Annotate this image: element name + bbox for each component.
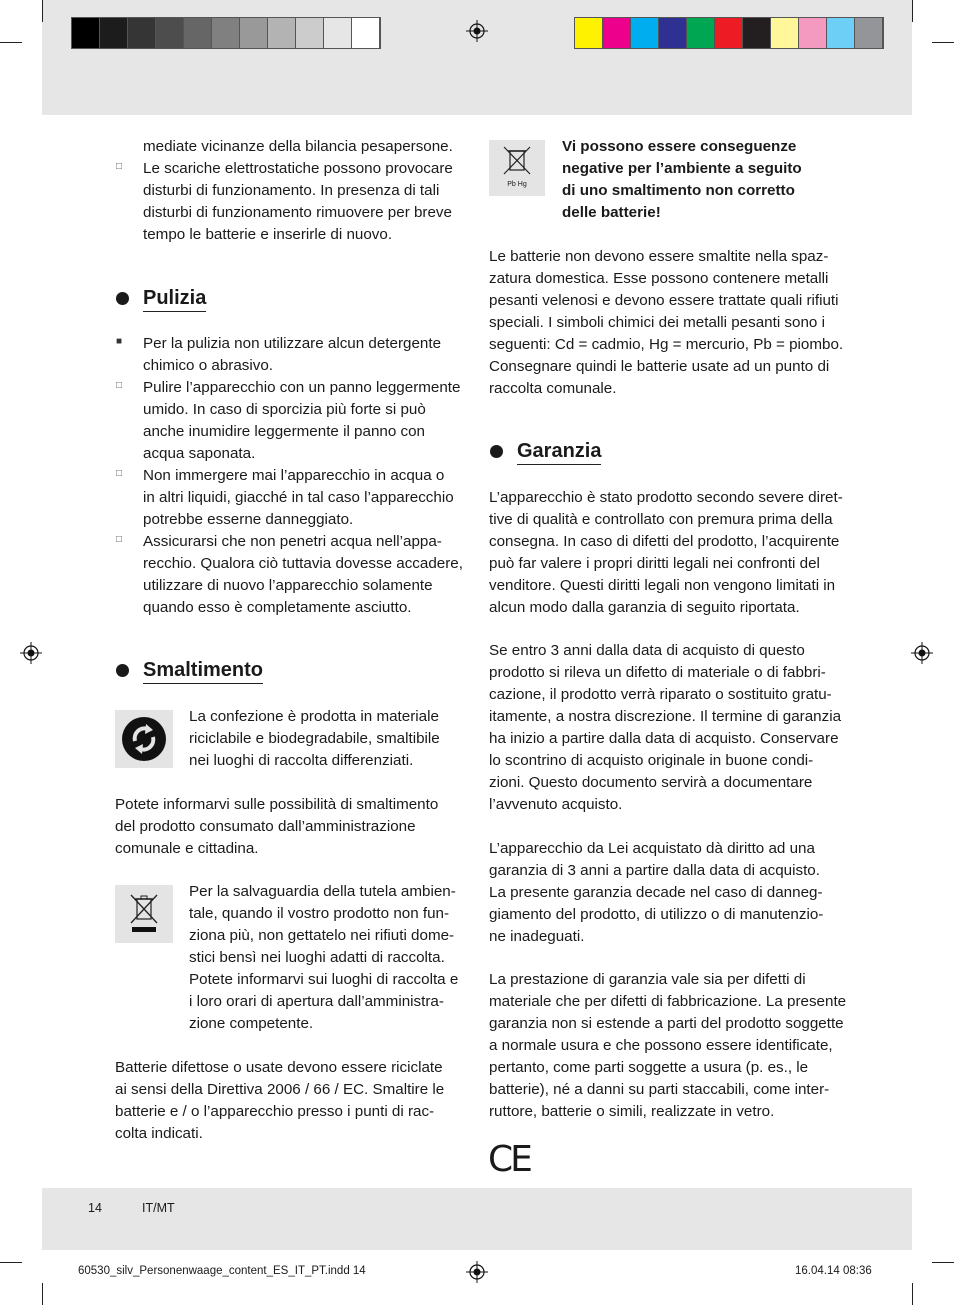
color-swatch: [240, 18, 268, 48]
hollow-bullet-icon: □: [116, 468, 123, 479]
color-swatch: [184, 18, 212, 48]
text-line: utilizzare di nuovo l’apparecchio solamente: [143, 577, 433, 594]
weee-icon-box: [115, 885, 173, 943]
page-number: 14: [88, 1201, 102, 1215]
text-line: L’apparecchio da Lei acquistato dà diritto ad una: [489, 840, 815, 857]
text-line: recchio. Qualora ciò tuttavia dovesse accadere,: [143, 555, 463, 572]
crop-mark: [0, 42, 22, 43]
section-dot-icon: [116, 292, 129, 305]
color-swatch: [324, 18, 352, 48]
battery-directive-text: [115, 1057, 444, 1145]
warranty-paragraph-1: [489, 487, 843, 619]
text-line: delle batterie!: [562, 204, 661, 221]
text-line: raccolta comunale.: [489, 380, 617, 397]
file-slug: 60530_silv_Personenwaage_content_ES_IT_PT.indd 14: [78, 1265, 366, 1277]
text-line: può far valere i propri diritti legali nei confronti del: [489, 555, 820, 572]
color-swatch: [603, 18, 631, 48]
registration-mark-icon: [466, 20, 488, 42]
color-swatch: [268, 18, 296, 48]
battery-disposal-text: [489, 246, 843, 400]
text-line: lo scontrino di acquisto originale in buone condi-: [489, 752, 814, 769]
text-line: disturbi di funzionamento. In presenza di tali: [143, 182, 440, 199]
crop-mark: [932, 42, 954, 43]
crossed-bin-icon: [115, 885, 173, 943]
text-line: disturbi di funzionamento rimuovere per breve: [143, 204, 452, 221]
intro-text: [143, 136, 453, 158]
text-line: ruttore, batterie o simili, realizzate in vetro.: [489, 1103, 775, 1120]
text-line: Le scariche elettrostatiche possono provocare: [143, 160, 453, 177]
text-line: speciali. I simboli chimici dei metalli pesanti sono i: [489, 314, 825, 331]
text-line: quando esso è completamente asciutto.: [143, 599, 412, 616]
text-line: garanzia di 3 anni a partire dalla data di acquisto.: [489, 862, 820, 879]
text-line: potrebbe esserne danneggiato.: [143, 511, 354, 528]
color-swatch: [743, 18, 771, 48]
color-swatch: [659, 18, 687, 48]
text-line: garanzia non si estende a parti del prodotto soggette: [489, 1015, 844, 1032]
text-line: La presente garanzia decade nel caso di danneg-: [489, 884, 823, 901]
color-swatch: [128, 18, 156, 48]
text-line: prodotto si rileva un difetto di materiale o di fabbri-: [489, 664, 826, 681]
text-line: l’avvenuto acquisto.: [489, 796, 623, 813]
hollow-bullet-icon: □: [116, 534, 123, 545]
text-line: colta indicati.: [115, 1125, 203, 1142]
text-line: consegna. In caso di difetti del prodotto, l’acquirente: [489, 533, 840, 550]
color-swatch: [72, 18, 100, 48]
text-line: umido. In caso di sporcizia più forte si può: [143, 401, 426, 418]
section-dot-icon: [116, 664, 129, 677]
text-line: di uno smaltimento non corretto: [562, 182, 795, 199]
text-line: chimico o abrasivo.: [143, 357, 273, 374]
text-line: Le batterie non devono essere smaltite nella spaz-: [489, 248, 829, 265]
text-line: Per la salvaguardia della tutela ambien-: [189, 883, 456, 900]
text-line: zione competente.: [189, 1015, 314, 1032]
color-swatch: [771, 18, 799, 48]
text-line: batterie e / o l’apparecchio presso i punti di rac-: [115, 1103, 435, 1120]
pulizia-bullet-4: [143, 531, 463, 619]
green-dot-recycling-icon: [115, 710, 173, 768]
color-swatch: [575, 18, 603, 48]
text-line: cazione, il prodotto verrà riparato o sostituito gratu-: [489, 686, 832, 703]
text-line: comunale e cittadina.: [115, 840, 259, 857]
crop-mark: [42, 0, 43, 22]
text-line: del prodotto consumato dall’amministrazione: [115, 818, 416, 835]
text-line: La confezione è prodotta in materiale: [189, 708, 439, 725]
print-date: 16.04.14 08:36: [795, 1265, 872, 1277]
text-line: mediate vicinanze della bilancia pesapersone.: [143, 138, 453, 155]
recycling-icon-box: [115, 710, 173, 768]
text-line: i loro orari di apertura dall’amministra-: [189, 993, 444, 1010]
text-line: zioni. Questo documento servirà a documentare: [489, 774, 813, 791]
color-swatch: [855, 18, 883, 48]
weee-text: [189, 881, 458, 1035]
filled-bullet-icon: ■: [116, 336, 123, 347]
text-line: ne inadeguati.: [489, 928, 585, 945]
color-swatch: [156, 18, 184, 48]
disposal-info-text: [115, 794, 438, 860]
text-line: ziona più, non gettatelo nei rifiuti dome-: [189, 927, 455, 944]
text-line: anche inumidire leggermente il panno con: [143, 423, 425, 440]
battery-warning: [562, 136, 802, 224]
text-line: venditore. Questi diritti legali non vengono limitati in: [489, 577, 836, 594]
registration-mark-icon: [911, 642, 933, 664]
text-line: alcun modo dalla garanzia di seguito riportata.: [489, 599, 800, 616]
text-line: riciclabile e biodegradabile, smaltibile: [189, 730, 440, 747]
heavy-metals-label: Pb Hg: [507, 181, 527, 188]
color-swatch: [799, 18, 827, 48]
text-line: Se entro 3 anni dalla data di acquisto di questo: [489, 642, 805, 659]
hollow-bullet-icon: □: [116, 380, 123, 391]
color-swatch: [715, 18, 743, 48]
packaging-text: [189, 706, 440, 772]
crop-mark: [912, 1283, 913, 1305]
color-swatch: [296, 18, 324, 48]
smaltimento-heading: Smaltimento: [143, 658, 263, 684]
pulizia-bullet-1: [143, 333, 441, 377]
text-line: tale, quando il vostro prodotto non fun-: [189, 905, 450, 922]
text-line: nei luoghi di raccolta differenziati.: [189, 752, 414, 769]
text-line: Pulire l’apparecchio con un panno leggermente: [143, 379, 461, 396]
garanzia-heading: Garanzia: [517, 439, 601, 465]
ce-mark: CE: [488, 1139, 530, 1180]
gray-color-bar: [71, 17, 381, 49]
registration-mark-icon: [20, 642, 42, 664]
text-line: Batterie difettose o usate devono essere riciclate: [115, 1059, 443, 1076]
text-line: ha inizio a partire dalla data di acquisto. Conservare: [489, 730, 839, 747]
text-line: Consegnare quindi le batterie usate ad un punto di: [489, 358, 830, 375]
text-line: Non immergere mai l’apparecchio in acqua o: [143, 467, 445, 484]
registration-mark-icon: [466, 1261, 488, 1283]
text-line: Potete informarvi sulle possibilità di smaltimento: [115, 796, 439, 813]
text-line: Per la pulizia non utilizzare alcun detergente: [143, 335, 442, 352]
text-line: a normale usura e che possono essere identificate,: [489, 1037, 833, 1054]
text-line: batterie), né a danni su parti staccabili, come inter-: [489, 1081, 830, 1098]
color-swatch: [352, 18, 380, 48]
warranty-paragraph-3: [489, 838, 823, 948]
text-line: pertanto, come parti soggette a usura (p. es., le: [489, 1059, 809, 1076]
crop-mark: [932, 1262, 954, 1263]
text-line: Vi possono essere conseguenze: [562, 138, 797, 155]
warranty-paragraph-4: [489, 969, 846, 1123]
pulizia-bullet-3: [143, 465, 454, 531]
text-line: L’apparecchio è stato prodotto secondo severe diret-: [489, 489, 843, 506]
text-line: Potete informarvi sui luoghi di raccolta e: [189, 971, 459, 988]
text-line: stici bensì nei luoghi adatti di raccolta.: [189, 949, 445, 966]
text-line: giamento del prodotto, di utilizzo o di manutenzio-: [489, 906, 824, 923]
text-line: tempo le batterie e inserirle di nuovo.: [143, 226, 393, 243]
text-line: seguenti: Cd = cadmio, Hg = mercurio, Pb = piombo.: [489, 336, 844, 353]
static-discharge-text: [143, 158, 453, 246]
crop-mark: [0, 1262, 22, 1263]
color-swatch: [100, 18, 128, 48]
battery-bin-icon-box: [489, 140, 545, 196]
crop-mark: [912, 0, 913, 22]
hollow-bullet-icon: □: [116, 161, 123, 172]
text-line: zatura domestica. Esse possono contenere metalli: [489, 270, 829, 287]
text-line: tive di qualità e controllato con premura prima della: [489, 511, 833, 528]
process-color-bar: [574, 17, 884, 49]
pulizia-bullet-2: [143, 377, 460, 465]
crop-mark: [42, 1283, 43, 1305]
pulizia-heading: Pulizia: [143, 286, 206, 312]
text-line: acqua saponata.: [143, 445, 256, 462]
color-swatch: [687, 18, 715, 48]
text-line: Assicurarsi che non penetri acqua nell’appa-: [143, 533, 442, 550]
color-swatch: [212, 18, 240, 48]
text-line: ai sensi della Direttiva 2006 / 66 / EC. Smaltire le: [115, 1081, 445, 1098]
text-line: in altri liquidi, giacché in tal caso l’apparecchio: [143, 489, 454, 506]
section-dot-icon: [490, 445, 503, 458]
text-line: materiale che per difetti di fabbricazione. La presente: [489, 993, 847, 1010]
color-swatch: [631, 18, 659, 48]
text-line: pesanti velenosi e devono essere trattate quali rifiuti: [489, 292, 839, 309]
warranty-paragraph-2: [489, 640, 841, 816]
text-line: La prestazione di garanzia vale sia per difetti di: [489, 971, 806, 988]
text-line: itamente, a nostra discrezione. Il termine di garanzia: [489, 708, 842, 725]
language-code: IT/MT: [142, 1201, 175, 1215]
color-swatch: [827, 18, 855, 48]
text-line: negative per l’ambiente a seguito: [562, 160, 802, 177]
